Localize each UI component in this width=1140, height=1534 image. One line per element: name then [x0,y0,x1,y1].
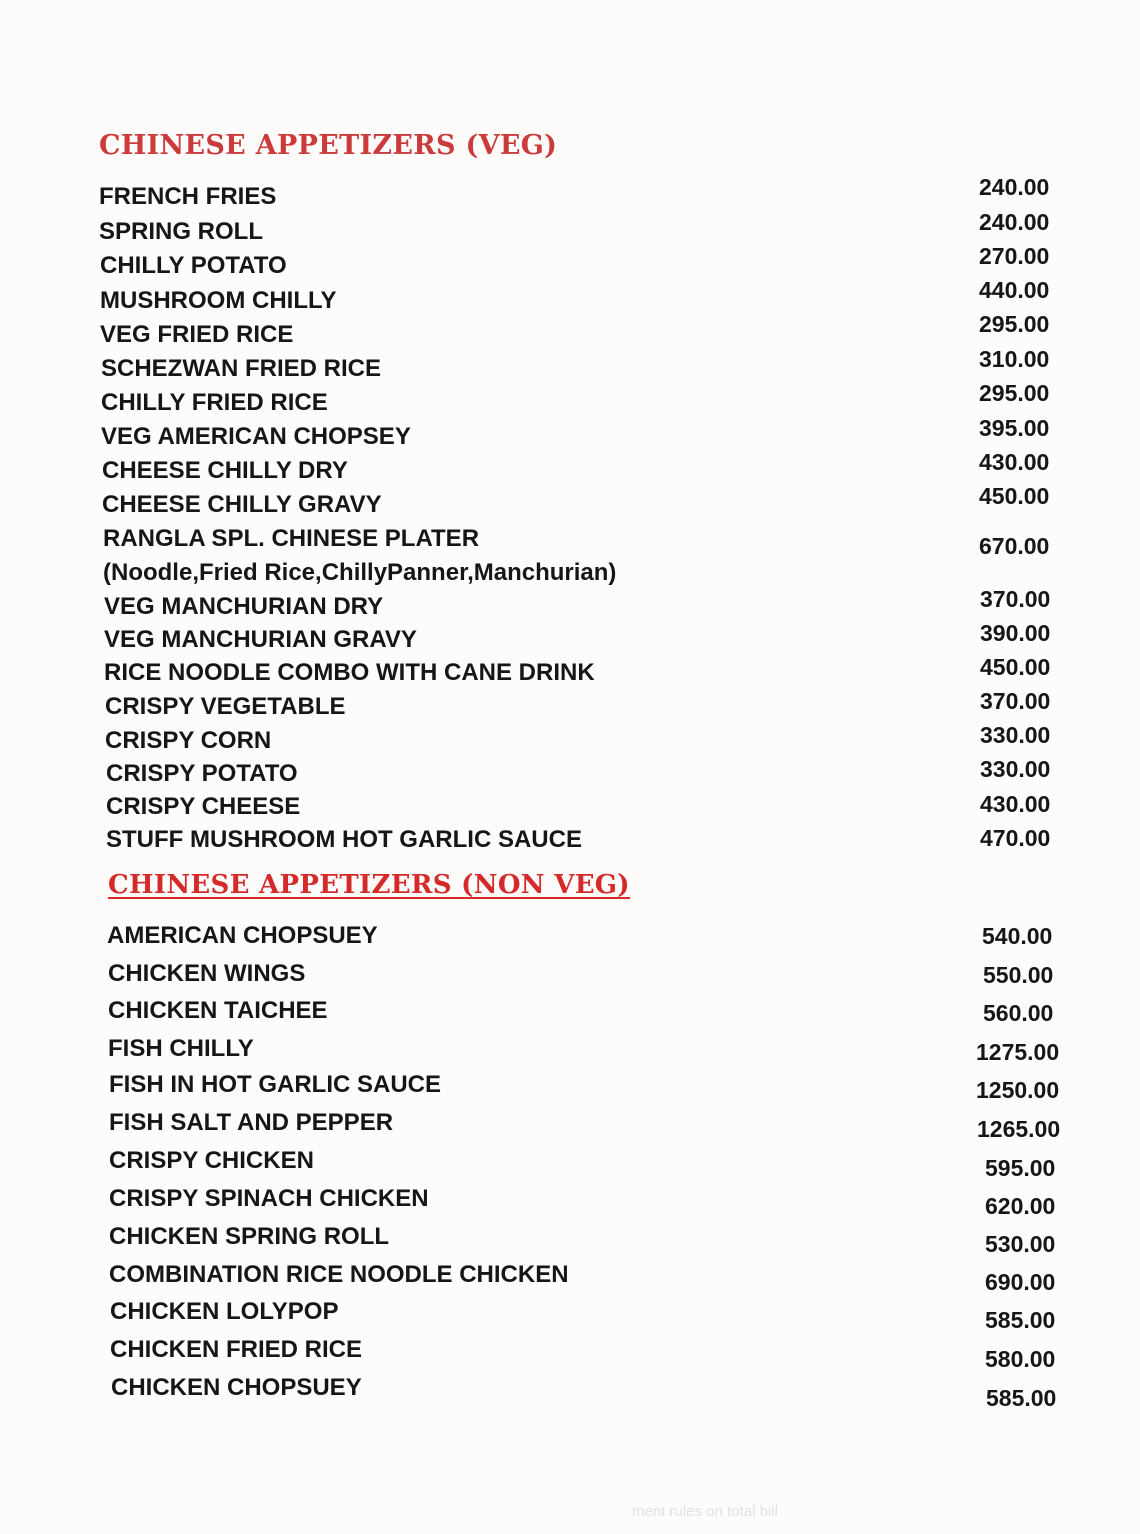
menu-item-price: 295.00 [979,311,1050,337]
menu-item-detail: (Noodle,Fried Rice,ChillyPanner,Manchurian) [103,559,617,586]
menu-item-price: 390.00 [980,620,1051,646]
menu-item-name: CRISPY CHICKEN [109,1147,314,1174]
menu-item-name: VEG MANCHURIAN DRY [104,593,384,620]
section-title-veg: CHINESE APPETIZERS (VEG) [99,130,558,161]
menu-item-price: 240.00 [979,174,1050,200]
menu-item-name: CHICKEN SPRING ROLL [109,1223,390,1250]
menu-item-price: 530.00 [985,1231,1056,1257]
menu-item-name: STUFF MUSHROOM HOT GARLIC SAUCE [106,826,582,853]
menu-item-price: 310.00 [979,346,1050,372]
menu-item-name: SCHEZWAN FRIED RICE [101,355,382,382]
menu-item-name: CRISPY VEGETABLE [105,693,346,720]
menu-item-price: 240.00 [979,209,1050,235]
menu-item-name: COMBINATION RICE NOODLE CHICKEN [109,1261,569,1288]
menu-item-name: CHICKEN CHOPSUEY [111,1374,362,1401]
menu-item-price: 620.00 [985,1193,1056,1219]
menu-item-name: FISH IN HOT GARLIC SAUCE [109,1071,442,1098]
menu-item-price: 450.00 [980,654,1051,680]
menu-item-price: 585.00 [986,1385,1057,1411]
footer-note: ment rules on total bill [632,1503,778,1520]
menu-item-price: 670.00 [979,533,1050,559]
menu-item-name: CRISPY POTATO [106,760,298,787]
menu-item-name: AMERICAN CHOPSUEY [107,922,378,949]
menu-item-name: RICE NOODLE COMBO WITH CANE DRINK [104,659,595,686]
menu-item-name: CHICKEN LOLYPOP [110,1298,339,1325]
menu-item-name: VEG MANCHURIAN GRAVY [104,626,417,653]
menu-item-price: 330.00 [980,756,1051,782]
menu-item-name: CRISPY SPINACH CHICKEN [109,1185,429,1212]
menu-item-price: 595.00 [985,1155,1056,1181]
menu-item-name: VEG AMERICAN CHOPSEY [101,423,411,450]
menu-item-name: RANGLA SPL. CHINESE PLATER [103,525,480,552]
menu-item-price: 470.00 [980,825,1051,851]
menu-item-price: 440.00 [979,277,1050,303]
menu-item-price: 580.00 [985,1346,1056,1372]
menu-item-name: CHEESE CHILLY DRY [102,457,348,484]
menu-item-price: 430.00 [980,791,1051,817]
menu-item-price: 690.00 [985,1269,1056,1295]
menu-item-price: 585.00 [985,1307,1056,1333]
menu-item-price: 1250.00 [976,1077,1060,1103]
menu-item-name: SPRING ROLL [99,218,264,245]
menu-item-name: CHILLY POTATO [100,252,287,279]
menu-item-name: FRENCH FRIES [99,183,277,210]
menu-item-price: 550.00 [983,962,1054,988]
menu-item-name: CRISPY CORN [105,727,272,754]
menu-item-price: 370.00 [980,688,1051,714]
menu-item-price: 1265.00 [977,1116,1061,1142]
menu-item-name: CRISPY CHEESE [106,793,301,820]
menu-item-price: 540.00 [982,923,1053,949]
menu-item-price: 270.00 [979,243,1050,269]
menu-item-name: CHILLY FRIED RICE [101,389,328,416]
menu-item-name: CHICKEN TAICHEE [108,997,328,1024]
menu-item-price: 560.00 [983,1000,1054,1026]
menu-item-price: 370.00 [980,586,1051,612]
menu-item-name: CHEESE CHILLY GRAVY [102,491,382,518]
menu-item-price: 295.00 [979,380,1050,406]
menu-item-name: CHICKEN FRIED RICE [110,1336,363,1363]
menu-item-name: FISH CHILLY [108,1035,254,1062]
menu-item-price: 450.00 [979,483,1050,509]
menu-item-name: MUSHROOM CHILLY [100,287,337,314]
menu-item-price: 430.00 [979,449,1050,475]
section-title-nonveg: CHINESE APPETIZERS (NON VEG) [108,870,630,900]
menu-item-name: FISH SALT AND PEPPER [109,1109,394,1136]
menu-item-price: 395.00 [979,415,1050,441]
menu-item-name: CHICKEN WINGS [108,960,306,987]
menu-item-price: 1275.00 [976,1039,1060,1065]
menu-item-price: 330.00 [980,722,1051,748]
menu-item-name: VEG FRIED RICE [100,321,294,348]
